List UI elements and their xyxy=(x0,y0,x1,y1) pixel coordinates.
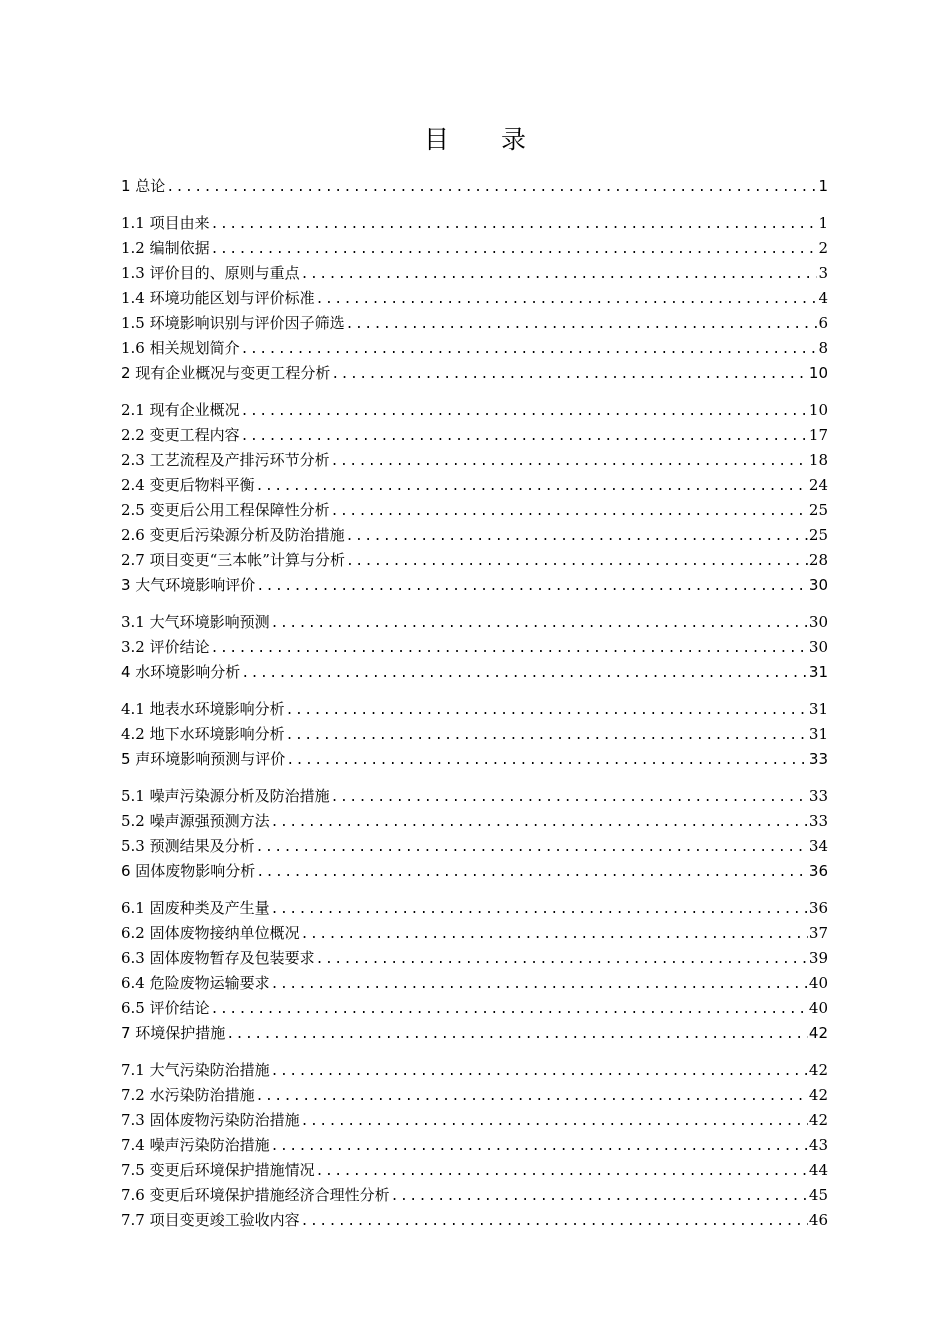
toc-entry-label: 2.2 变更工程内容 xyxy=(121,426,240,444)
toc-page-number: 46 xyxy=(808,1211,828,1229)
toc-leader-dots xyxy=(271,1134,808,1158)
toc-entry-label: 1.5 环境影响识别与评价因子筛选 xyxy=(121,314,345,332)
toc-leader-dots xyxy=(271,611,808,635)
toc-page-number: 33 xyxy=(808,812,828,830)
toc-page-number: 42 xyxy=(808,1086,828,1104)
toc-entry-label: 3.1 大气环境影响预测 xyxy=(121,613,270,631)
toc-entry-label: 7.2 水污染防治措施 xyxy=(121,1086,255,1104)
toc-leader-dots xyxy=(211,636,808,660)
toc-leader-dots xyxy=(211,212,818,236)
toc-page-number: 42 xyxy=(808,1061,828,1079)
toc-leader-dots xyxy=(391,1184,808,1208)
toc-page-number: 44 xyxy=(808,1161,828,1179)
toc-page-number: 31 xyxy=(808,725,828,743)
toc-entry-label: 4.2 地下水环境影响分析 xyxy=(121,725,285,743)
toc-leader-dots xyxy=(271,972,808,996)
toc-section-entry[interactable] xyxy=(121,498,828,523)
toc-entry-label: 7.6 变更后环境保护措施经济合理性分析 xyxy=(121,1186,390,1204)
toc-leader-dots xyxy=(316,1159,808,1183)
toc-section-entry[interactable] xyxy=(121,946,828,971)
toc-section-entry[interactable] xyxy=(121,236,828,261)
toc-chapter-entry[interactable] xyxy=(121,174,828,199)
toc-page-number: 1 xyxy=(818,177,828,195)
toc-entry-label: 6.5 评价结论 xyxy=(121,999,210,1017)
toc-section-entry[interactable] xyxy=(121,784,828,809)
toc-page-number: 2 xyxy=(818,239,828,257)
toc-page-number: 30 xyxy=(808,638,828,656)
toc-leader-dots xyxy=(331,499,808,523)
toc-page-number: 31 xyxy=(808,700,828,718)
toc-chapter-entry[interactable] xyxy=(121,573,828,598)
toc-section-entry[interactable] xyxy=(121,548,828,573)
toc-page-number: 17 xyxy=(808,426,828,444)
toc-section-entry[interactable] xyxy=(121,261,828,286)
toc-leader-dots xyxy=(241,424,808,448)
toc-leader-dots xyxy=(346,549,808,573)
toc-entry-label: 7.4 噪声污染防治措施 xyxy=(121,1136,270,1154)
toc-entry-label: 2.3 工艺流程及产排污环节分析 xyxy=(121,451,330,469)
toc-entry-label: 1.1 项目由来 xyxy=(121,214,210,232)
toc-page-number: 33 xyxy=(808,750,828,768)
toc-leader-dots xyxy=(331,449,808,473)
toc-entry-label: 1.6 相关规划简介 xyxy=(121,339,240,357)
toc-entry-label: 5.2 噪声源强预测方法 xyxy=(121,812,270,830)
toc-entry-label: 5.3 预测结果及分析 xyxy=(121,837,255,855)
toc-section-entry[interactable] xyxy=(121,809,828,834)
page-title: 目 录 xyxy=(424,125,548,154)
toc-leader-dots xyxy=(346,312,818,336)
toc-leader-dots xyxy=(256,574,808,598)
toc-page-number: 42 xyxy=(808,1024,828,1042)
toc-leader-dots xyxy=(301,1109,808,1133)
toc-leader-dots xyxy=(331,785,808,809)
toc-leader-dots xyxy=(241,337,818,361)
toc-leader-dots xyxy=(271,897,808,921)
toc-page-number: 30 xyxy=(808,613,828,631)
toc-section-entry[interactable] xyxy=(121,1183,828,1208)
toc-page-number: 6 xyxy=(818,314,828,332)
toc-entry-label: 7.7 项目变更竣工验收内容 xyxy=(121,1211,300,1229)
toc-chapter-entry[interactable] xyxy=(121,859,828,884)
toc-section-entry[interactable] xyxy=(121,448,828,473)
toc-entry-label: 7 环境保护措施 xyxy=(121,1024,226,1042)
toc-section-entry[interactable] xyxy=(121,635,828,660)
toc-leader-dots xyxy=(271,1059,808,1083)
toc-page-number: 28 xyxy=(808,551,828,569)
toc-leader-dots xyxy=(331,362,808,386)
toc-entry-label: 6.4 危险废物运输要求 xyxy=(121,974,270,992)
toc-page-number: 8 xyxy=(818,339,828,357)
toc-page-number: 1 xyxy=(818,214,828,232)
toc-entry-label: 3 大气环境影响评价 xyxy=(121,576,256,594)
toc-section-entry[interactable] xyxy=(121,834,828,859)
toc-entry-label: 6 固体废物影响分析 xyxy=(121,862,256,880)
toc-section-entry[interactable] xyxy=(121,996,828,1021)
toc-section-entry[interactable] xyxy=(121,610,828,635)
toc-entry-label: 4.1 地表水环境影响分析 xyxy=(121,700,285,718)
toc-leader-dots xyxy=(316,947,808,971)
toc-section-entry[interactable] xyxy=(121,722,828,747)
toc-leader-dots xyxy=(256,474,808,498)
toc-section-entry[interactable] xyxy=(121,1133,828,1158)
toc-leader-dots xyxy=(241,661,808,685)
toc-entry-label: 7.3 固体废物污染防治措施 xyxy=(121,1111,300,1129)
toc-page-number: 33 xyxy=(808,787,828,805)
toc-entry-label: 6.3 固体废物暂存及包装要求 xyxy=(121,949,315,967)
toc-page-number: 42 xyxy=(808,1111,828,1129)
toc-entry-label: 5 声环境影响预测与评价 xyxy=(121,750,286,768)
toc-section-entry[interactable] xyxy=(121,896,828,921)
toc-page-number: 45 xyxy=(808,1186,828,1204)
toc-leader-dots xyxy=(286,723,808,747)
toc-page-number: 3 xyxy=(818,264,828,282)
toc-entry-label: 2.4 变更后物料平衡 xyxy=(121,476,255,494)
toc-page-number: 37 xyxy=(808,924,828,942)
toc-leader-dots xyxy=(286,698,808,722)
toc-section-entry[interactable] xyxy=(121,697,828,722)
toc-page-number: 36 xyxy=(808,862,828,880)
toc-leader-dots xyxy=(166,175,817,199)
toc-chapter-entry[interactable] xyxy=(121,747,828,772)
toc-section-entry[interactable] xyxy=(121,1058,828,1083)
toc-leader-dots xyxy=(256,860,808,884)
toc-leader-dots xyxy=(256,1084,808,1108)
toc-section-entry[interactable] xyxy=(121,311,828,336)
toc-section-entry[interactable] xyxy=(121,473,828,498)
toc-section-entry[interactable] xyxy=(121,336,828,361)
toc-entry-label: 2.1 现有企业概况 xyxy=(121,401,240,419)
toc-leader-dots xyxy=(286,748,808,772)
toc-leader-dots xyxy=(226,1022,808,1046)
toc-leader-dots xyxy=(316,287,818,311)
toc-page-number: 40 xyxy=(808,999,828,1017)
toc-page-number: 25 xyxy=(808,501,828,519)
toc-chapter-entry[interactable] xyxy=(121,1021,828,1046)
toc-entry-label: 3.2 评价结论 xyxy=(121,638,210,656)
toc-section-entry[interactable] xyxy=(121,1108,828,1133)
toc-entry-label: 6.2 固体废物接纳单位概况 xyxy=(121,924,300,942)
toc-page-number: 40 xyxy=(808,974,828,992)
toc-entry-label: 7.1 大气污染防治措施 xyxy=(121,1061,270,1079)
toc-entry-label: 1.2 编制依据 xyxy=(121,239,210,257)
toc-section-entry[interactable] xyxy=(121,1158,828,1183)
toc-leader-dots xyxy=(211,237,818,261)
toc-entry-label: 1 总论 xyxy=(121,177,166,195)
toc-page-number: 24 xyxy=(808,476,828,494)
toc-section-entry[interactable] xyxy=(121,423,828,448)
toc-section-entry[interactable] xyxy=(121,971,828,996)
toc-entry-label: 2.5 变更后公用工程保障性分析 xyxy=(121,501,330,519)
toc-chapter-entry[interactable] xyxy=(121,660,828,685)
toc-leader-dots xyxy=(211,997,808,1021)
toc-entry-label: 7.5 变更后环境保护措施情况 xyxy=(121,1161,315,1179)
toc-page-number: 39 xyxy=(808,949,828,967)
toc-section-entry[interactable] xyxy=(121,286,828,311)
toc-entry-label: 1.4 环境功能区划与评价标准 xyxy=(121,289,315,307)
toc-section-entry[interactable] xyxy=(121,1208,828,1233)
toc-leader-dots xyxy=(256,835,808,859)
table-of-contents xyxy=(121,174,828,1233)
toc-section-entry[interactable] xyxy=(121,211,828,236)
toc-page-number: 31 xyxy=(808,663,828,681)
toc-leader-dots xyxy=(346,524,808,548)
toc-entry-label: 2 现有企业概况与变更工程分析 xyxy=(121,364,331,382)
toc-page-number: 30 xyxy=(808,576,828,594)
toc-entry-label: 6.1 固废种类及产生量 xyxy=(121,899,270,917)
toc-page-number: 4 xyxy=(818,289,828,307)
toc-page-number: 18 xyxy=(808,451,828,469)
toc-entry-label: 4 水环境影响分析 xyxy=(121,663,241,681)
toc-section-entry[interactable] xyxy=(121,921,828,946)
toc-page-number: 34 xyxy=(808,837,828,855)
toc-leader-dots xyxy=(301,1209,808,1233)
toc-entry-label: 5.1 噪声污染源分析及防治措施 xyxy=(121,787,330,805)
toc-page-number: 25 xyxy=(808,526,828,544)
toc-page-number: 10 xyxy=(808,364,828,382)
toc-page-number: 10 xyxy=(808,401,828,419)
toc-leader-dots xyxy=(301,922,808,946)
toc-leader-dots xyxy=(301,262,818,286)
toc-entry-label: 1.3 评价目的、原则与重点 xyxy=(121,264,300,282)
toc-entry-label: 2.6 变更后污染源分析及防治措施 xyxy=(121,526,345,544)
toc-page-number: 36 xyxy=(808,899,828,917)
toc-section-entry[interactable] xyxy=(121,523,828,548)
toc-chapter-entry[interactable] xyxy=(121,361,828,386)
toc-leader-dots xyxy=(271,810,808,834)
toc-section-entry[interactable] xyxy=(121,398,828,423)
toc-entry-label: 2.7 项目变更“三本帐”计算与分析 xyxy=(121,551,345,569)
toc-leader-dots xyxy=(241,399,808,423)
toc-section-entry[interactable] xyxy=(121,1083,828,1108)
toc-page-number: 43 xyxy=(808,1136,828,1154)
